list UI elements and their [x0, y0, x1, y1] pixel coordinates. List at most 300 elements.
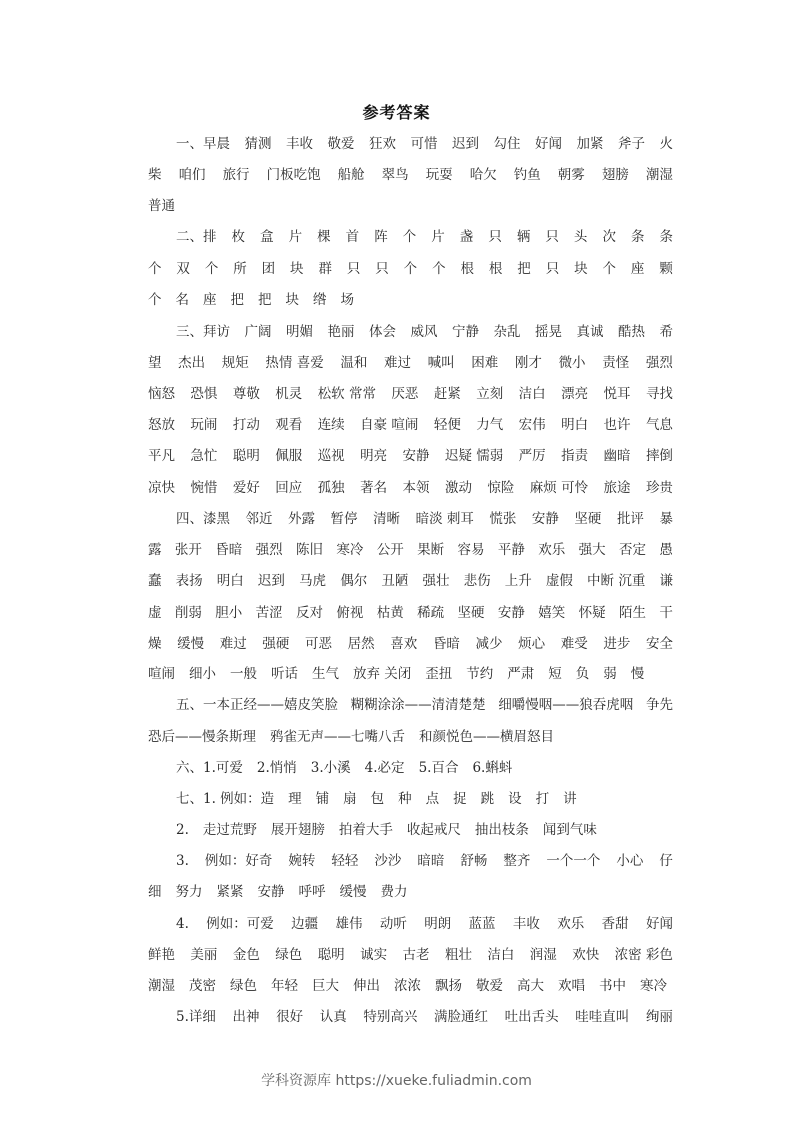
answer-token: 寒冷 — [336, 542, 364, 558]
answer-token: 舒畅 — [460, 853, 488, 869]
answer-token: 抽出枝条 — [474, 822, 529, 838]
answer-token: 块 — [290, 261, 304, 277]
answer-token: 怒放 — [148, 417, 175, 433]
answer-token: 巨大 — [312, 978, 339, 994]
answer-token: 难过 — [219, 636, 247, 652]
answer-token: 座 — [203, 292, 217, 308]
answer-token: 漂亮 — [561, 386, 589, 402]
answer-token: 幽暗 — [603, 448, 631, 464]
answer-token: 强大 — [578, 542, 606, 558]
answer-token: 翠鸟 — [381, 167, 409, 183]
answer-token: 中断 沉重 — [587, 573, 646, 589]
answer-token: 6.蝌蚪 — [472, 760, 513, 776]
answer-token: 六、1.可爱 — [176, 760, 243, 776]
answer-token: 恐惧 — [190, 386, 218, 402]
answer-token: 仔 — [659, 853, 673, 869]
answer-token: 立刻 — [476, 386, 504, 402]
answer-token: 激动 — [444, 480, 472, 496]
text-line — [148, 478, 673, 498]
answer-token: 绚丽 — [645, 1009, 673, 1025]
answer-token: 火 — [659, 136, 673, 152]
answer-token: 绺 — [313, 292, 327, 308]
answer-token: 哇哇直叫 — [575, 1009, 630, 1025]
answer-token: 一、早晨 — [176, 136, 230, 152]
answer-token: 辆 — [516, 229, 531, 245]
answer-token: 放弃 关闭 — [353, 666, 412, 682]
answer-token: 明白 — [216, 573, 244, 589]
answer-token: 五、一本正经——嬉皮笑脸 — [176, 697, 338, 713]
answer-token: 严肃 — [507, 666, 535, 682]
answer-token: 狂欢 — [369, 136, 396, 152]
answer-token: 好闻 — [645, 916, 673, 932]
text-line — [148, 603, 673, 623]
answer-token: 阵 — [374, 229, 388, 245]
answer-token: 摔倒 — [645, 448, 673, 464]
answer-token: 二、排 — [176, 229, 217, 245]
answer-token: 苦涩 — [255, 605, 283, 621]
answer-token: 威风 — [410, 324, 438, 340]
text-line — [176, 820, 611, 840]
answer-token: 设 — [508, 791, 522, 807]
answer-token: 枚 — [231, 229, 246, 245]
answer-token: 虚假 — [545, 573, 573, 589]
answer-token: 斧子 — [618, 136, 645, 152]
answer-token: 敬爱 — [476, 978, 503, 994]
answer-token: 座 — [630, 261, 645, 277]
text-line — [176, 789, 591, 809]
answer-token: 寒冷 — [640, 978, 667, 994]
answer-token: 稀疏 — [417, 605, 445, 621]
text-line — [148, 259, 673, 279]
answer-token: 只 — [375, 261, 389, 277]
answer-token: 广阔 — [244, 324, 272, 340]
answer-token: 走过荒野 — [202, 822, 257, 838]
answer-token: 旅行 — [222, 167, 250, 183]
answer-token: 燥 — [148, 636, 162, 652]
answer-token: 捉 — [453, 791, 467, 807]
answer-token: 难过 — [384, 355, 411, 371]
answer-token: 枯黄 — [376, 605, 404, 621]
answer-token: 柴 — [148, 167, 162, 183]
answer-token: 自豪 喧闹 — [360, 417, 419, 433]
answer-token: 细嚼慢咽——狼吞虎咽 — [498, 697, 634, 713]
answer-token: 明亮 — [360, 448, 388, 464]
answer-token: 潮湿 — [148, 978, 175, 994]
answer-token: 偶尔 — [340, 573, 368, 589]
answer-token: 喧闹 — [148, 666, 175, 682]
answer-token: 铺 — [315, 791, 330, 807]
answer-token: 丰收 — [512, 916, 540, 932]
answer-token: 真诚 — [576, 324, 604, 340]
answer-token: 露 — [148, 542, 162, 558]
answer-token: 力气 — [476, 417, 504, 433]
text-line — [148, 196, 189, 216]
answer-token: 平静 — [497, 542, 525, 558]
answer-token: 展开翅膀 — [270, 822, 325, 838]
answer-token: 上升 — [504, 573, 532, 589]
answer-token: 加紧 — [576, 136, 604, 152]
answer-token: 安静 — [257, 884, 285, 900]
answer-token: 反对 — [296, 605, 323, 621]
answer-token: 满脸通红 — [434, 1009, 489, 1025]
answer-token: 惊险 — [487, 480, 515, 496]
answer-token: 安静 — [531, 511, 559, 527]
text-line — [176, 695, 673, 715]
answer-token: 观看 — [275, 417, 303, 433]
answer-token: 陌生 — [619, 605, 646, 621]
answer-token: 3.小溪 — [310, 760, 351, 776]
answer-token: 盒 — [260, 229, 274, 245]
answer-token: 把 — [517, 261, 531, 277]
answer-token: 负 — [575, 666, 590, 682]
answer-token: 听话 — [271, 666, 298, 682]
answer-token: 居然 — [347, 636, 375, 652]
answer-token: 削弱 — [174, 605, 202, 621]
answer-token: 安全 — [646, 636, 673, 652]
answer-token: 暴 — [659, 511, 673, 527]
text-line — [176, 322, 673, 342]
answer-token: 迟疑 懦弱 — [444, 448, 504, 464]
answer-token: 条 — [630, 229, 645, 245]
answer-token: 细 — [148, 884, 162, 900]
answer-token: 悦耳 — [603, 386, 631, 402]
answer-token: 双 — [176, 261, 190, 277]
answer-token: 特别高兴 — [363, 1009, 418, 1025]
text-line — [176, 134, 673, 154]
answer-token: 生气 — [312, 666, 339, 682]
answer-token: 点 — [425, 791, 440, 807]
answer-token: 悲伤 — [463, 573, 491, 589]
answer-token: 打 — [535, 791, 550, 807]
answer-token: 节约 — [466, 666, 494, 682]
answer-token: 谦 — [659, 573, 673, 589]
answer-token: 4. — [176, 916, 189, 932]
answer-token: 整齐 — [503, 853, 531, 869]
answer-token: 只 — [545, 261, 560, 277]
answer-token: 可恶 — [305, 636, 332, 652]
answer-token: 绿色 — [275, 947, 303, 963]
answer-token: 摇晃 — [535, 324, 562, 340]
answer-token: 个 — [148, 261, 162, 277]
answer-token: 跳 — [480, 791, 495, 807]
answer-token: 烦心 — [518, 636, 546, 652]
text-line — [148, 353, 673, 373]
answer-token: 厌恶 — [391, 386, 419, 402]
answer-token: 巡视 — [317, 448, 345, 464]
text-line — [148, 727, 568, 747]
answer-token: 努力 — [175, 884, 203, 900]
answer-token: 紧紧 — [216, 884, 244, 900]
answer-token: 钓鱼 — [513, 167, 541, 183]
answer-token: 潮湿 — [645, 167, 673, 183]
answer-token: 蠢 — [148, 573, 162, 589]
answer-token: 润湿 — [529, 947, 557, 963]
answer-token: 喜欢 — [390, 636, 418, 652]
text-line — [148, 664, 658, 684]
answer-token: 粗壮 — [444, 947, 472, 963]
answer-token: 闻到气味 — [542, 822, 597, 838]
answer-token: 希 — [659, 324, 673, 340]
answer-token: 减少 — [475, 636, 503, 652]
answer-token: 香甜 — [601, 916, 629, 932]
answer-token: 敬爱 — [327, 136, 355, 152]
answer-token: 古老 — [402, 947, 430, 963]
answer-token: 种 — [398, 791, 412, 807]
answer-token: 认真 — [319, 1009, 347, 1025]
answer-token: 颗 — [659, 261, 673, 277]
answer-token: 费力 — [380, 884, 408, 900]
text-line — [176, 1007, 673, 1027]
answer-token: 场 — [340, 292, 354, 308]
answer-token: 丰收 — [286, 136, 313, 152]
answer-token: 七、1. 例如：造 — [176, 791, 275, 807]
answer-token: 只 — [545, 229, 559, 245]
answer-token: 呼呼 — [298, 884, 326, 900]
answer-token: 责怪 — [602, 355, 630, 371]
answer-token: 沙沙 — [374, 853, 402, 869]
answer-token: 微小 — [558, 355, 586, 371]
answer-token: 玩耍 — [425, 167, 453, 183]
answer-token: 哈欠 — [469, 167, 497, 183]
answer-token: 四、漆黑 — [176, 511, 230, 527]
answer-token: 连续 — [317, 417, 345, 433]
answer-token: 容易 — [457, 542, 485, 558]
answer-token: 缓慢 — [177, 636, 205, 652]
answer-token: 机灵 — [275, 386, 303, 402]
answer-token: 困难 — [471, 355, 499, 371]
answer-token: 外露 — [288, 511, 316, 527]
answer-token: 热情 喜爱 — [265, 355, 324, 371]
answer-token: 暗暗 — [417, 853, 445, 869]
answer-token: 欢快 — [572, 947, 600, 963]
answer-token: 糊糊涂涂——清清楚楚 — [350, 697, 486, 713]
answer-token: 喊叫 — [427, 355, 455, 371]
answer-token: 讲 — [563, 791, 577, 807]
answer-token: 高大 — [517, 978, 544, 994]
answer-token: 所 — [233, 261, 247, 277]
answer-token: 昏暗 — [432, 636, 460, 652]
answer-token: 玩闹 — [190, 417, 218, 433]
answer-token: 慢 — [630, 666, 645, 682]
answer-token: 坚硬 — [457, 605, 485, 621]
answer-token: 恐后——慢条斯理 — [148, 729, 256, 745]
text-line — [176, 914, 673, 934]
answer-token: 著名 — [360, 480, 388, 496]
answer-token: 吐出舌头 — [504, 1009, 559, 1025]
answer-token: 松软 常常 — [317, 386, 376, 402]
answer-token: 干 — [659, 605, 673, 621]
answer-token: 和颜悦色——横眉怒目 — [419, 729, 554, 745]
answer-token: 指责 — [561, 448, 589, 464]
answer-token: 头 — [573, 229, 588, 245]
text-line — [148, 446, 673, 466]
answer-token: 猜测 — [244, 136, 272, 152]
answer-token: 拍着大手 — [338, 822, 393, 838]
answer-token: 个 — [432, 261, 446, 277]
answer-token: 聪明 — [317, 947, 345, 963]
answer-token: 片 — [431, 229, 445, 245]
answer-token: 暂停 — [330, 511, 358, 527]
answer-token: 温和 — [340, 355, 368, 371]
answer-token: 小心 — [616, 853, 644, 869]
answer-token: 进步 — [603, 636, 631, 652]
answer-token: 坚硬 — [574, 511, 602, 527]
answer-token: 4.必定 — [364, 760, 405, 776]
answer-token: 把 — [230, 292, 244, 308]
answer-token: 刚才 — [514, 355, 542, 371]
answer-token: 细小 — [189, 666, 216, 682]
answer-token: 2.悄悄 — [256, 760, 297, 776]
answer-token: 蓝蓝 — [468, 916, 496, 932]
answer-token: 邻近 — [245, 511, 273, 527]
answer-token: 雄伟 — [335, 916, 363, 932]
answer-token: 团 — [261, 261, 276, 277]
answer-token: 迟到 — [257, 573, 285, 589]
answer-token: 昏暗 — [215, 542, 243, 558]
answer-token: 麻烦 可怜 — [529, 480, 589, 496]
answer-token: 书中 — [599, 978, 626, 994]
answer-token: 明朗 — [424, 916, 452, 932]
text-line — [148, 571, 673, 591]
answer-token: 宁静 — [452, 324, 479, 340]
answer-token: 金色 — [232, 947, 260, 963]
answer-token: 3. — [176, 853, 189, 869]
answer-token: 美丽 — [190, 947, 218, 963]
answer-token: 规矩 — [221, 355, 249, 371]
answer-token: 酷热 — [618, 324, 645, 340]
answer-token: 望 — [148, 355, 162, 371]
answer-token: 首 — [345, 229, 360, 245]
answer-token: 惋惜 — [190, 480, 218, 496]
text-line — [148, 415, 673, 435]
text-line — [176, 758, 526, 778]
answer-token: 只 — [488, 229, 502, 245]
answer-token: 聪明 — [232, 448, 260, 464]
answer-token: 丑陋 — [381, 573, 409, 589]
answer-token: 浓浓 — [394, 978, 421, 994]
text-line — [148, 540, 673, 560]
answer-token: 暗淡 刺耳 — [415, 511, 474, 527]
answer-token: 赶紧 — [433, 386, 461, 402]
answer-token: 门板吃饱 — [266, 167, 321, 183]
answer-token: 可惜 — [410, 136, 438, 152]
answer-token: 包 — [370, 791, 385, 807]
answer-token: 收起戒尺 — [406, 822, 461, 838]
answer-token: 气息 — [645, 417, 673, 433]
answer-token: 强烈 — [645, 355, 673, 371]
answer-token: 安静 — [402, 448, 430, 464]
answer-token: 棵 — [317, 229, 331, 245]
answer-token: 俯视 — [336, 605, 364, 621]
answer-token: 表扬 — [175, 573, 203, 589]
answer-token: 寻找 — [645, 386, 673, 402]
answer-token: 旅途 — [603, 480, 631, 496]
answer-token: 孤独 — [317, 480, 345, 496]
answer-token: 个 — [204, 261, 219, 277]
answer-token: 轻便 — [433, 417, 461, 433]
answer-token: 短 — [548, 666, 562, 682]
answer-token: 扇 — [343, 791, 357, 807]
answer-token: 绿色 — [230, 978, 257, 994]
answer-token: 年轻 — [271, 978, 298, 994]
answer-token: 马虎 — [299, 573, 327, 589]
answer-token: 根 — [460, 261, 474, 277]
answer-token: 一般 — [230, 666, 257, 682]
answer-token: 佩服 — [275, 448, 303, 464]
answer-token: 艳丽 — [327, 324, 355, 340]
answer-token: 清晰 — [373, 511, 401, 527]
answer-token: 愚 — [659, 542, 673, 558]
answer-token: 爱好 — [232, 480, 260, 496]
text-line — [148, 290, 368, 310]
answer-token: 公开 — [376, 542, 404, 558]
text-line — [148, 634, 673, 654]
answer-token: 诚实 — [360, 947, 388, 963]
answer-token: 群 — [318, 261, 332, 277]
answer-token: 个 — [403, 261, 418, 277]
answer-token: 珍贵 — [645, 480, 673, 496]
answer-token: 胆小 — [215, 605, 243, 621]
answer-token: 明媚 — [286, 324, 313, 340]
answer-token: 恼怒 — [148, 386, 175, 402]
answer-token: 次 — [602, 229, 616, 245]
answer-token: 洁白 — [487, 947, 515, 963]
answer-token: 根 — [488, 261, 503, 277]
answer-token: 嬉笑 — [538, 605, 566, 621]
answer-token: 打动 — [232, 417, 260, 433]
answer-token: 陈旧 — [296, 542, 323, 558]
answer-token: 盏 — [459, 229, 474, 245]
answer-token: 尊敬 — [232, 386, 260, 402]
answer-token: 强壮 — [422, 573, 450, 589]
text-line — [148, 945, 673, 965]
answer-token: 果断 — [417, 542, 445, 558]
answer-token: 弱 — [603, 666, 617, 682]
answer-token: 怀疑 — [578, 605, 606, 621]
answer-token: 婉转 — [288, 853, 316, 869]
answer-token: 例如：可爱 — [206, 916, 274, 932]
answer-token: 个 — [148, 292, 162, 308]
answer-token: 5.详细 — [176, 1009, 216, 1025]
answer-token: 虚 — [148, 605, 162, 621]
answer-token: 凉快 — [148, 480, 175, 496]
answer-token: 朝雾 — [557, 167, 585, 183]
answer-token: 洁白 — [518, 386, 546, 402]
answer-token: 好闻 — [535, 136, 562, 152]
answer-token: 张开 — [174, 542, 202, 558]
answer-token: 明白 — [561, 417, 589, 433]
answer-token: 慌张 — [489, 511, 517, 527]
answer-token: 欢乐 — [557, 916, 585, 932]
text-line — [148, 976, 681, 996]
answer-token: 轻轻 — [331, 853, 359, 869]
answer-token: 强硬 — [262, 636, 290, 652]
answer-token: 伸出 — [353, 978, 380, 994]
answer-token: 体会 — [369, 324, 396, 340]
answer-token: 条 — [659, 229, 673, 245]
answer-token: 动听 — [379, 916, 407, 932]
answer-token: 欢唱 — [558, 978, 585, 994]
answer-token: 回应 — [275, 480, 303, 496]
answer-token: 块 — [574, 261, 588, 277]
answer-token: 否定 — [619, 542, 646, 558]
answer-token: 歪扭 — [425, 666, 453, 682]
answer-token: 2. — [176, 822, 189, 838]
text-line — [176, 851, 673, 871]
answer-token: 边疆 — [291, 916, 319, 932]
answer-token: 飘扬 — [435, 978, 462, 994]
answer-token: 只 — [346, 261, 361, 277]
